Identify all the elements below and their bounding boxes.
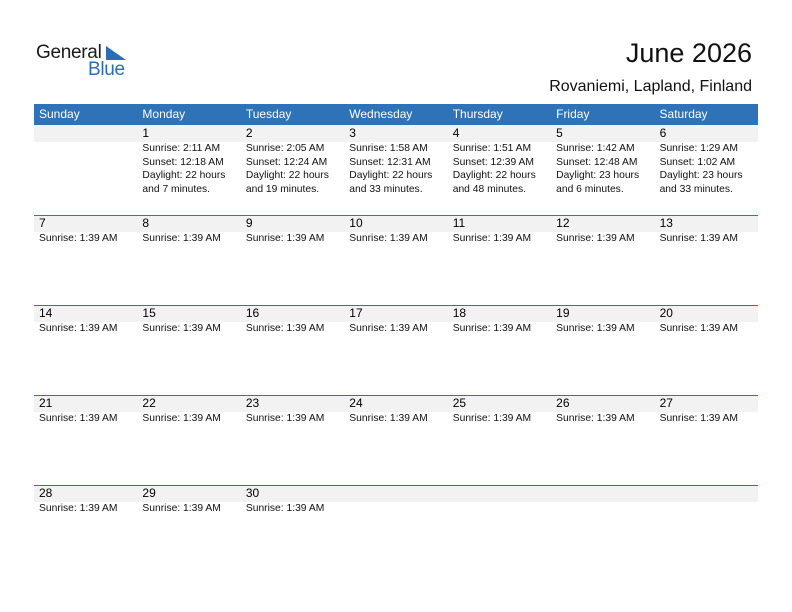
day-number: 24 bbox=[349, 396, 363, 410]
day-cell bbox=[137, 215, 240, 305]
day-cell bbox=[34, 395, 137, 485]
day-cell bbox=[448, 305, 551, 395]
day-cell bbox=[241, 395, 344, 485]
day-info-line: Sunrise: 1:39 AM bbox=[659, 413, 738, 424]
day-number: 19 bbox=[556, 306, 570, 320]
day-number: 12 bbox=[556, 216, 570, 230]
day-number bbox=[556, 485, 654, 502]
day-info-line: Sunrise: 1:39 AM bbox=[659, 323, 738, 334]
day-cell bbox=[241, 305, 344, 395]
day-info-line: Sunrise: 1:39 AM bbox=[349, 323, 428, 334]
day-cell bbox=[344, 125, 447, 215]
day-number: 3 bbox=[349, 126, 356, 140]
day-info-line: Sunrise: 1:39 AM bbox=[245, 503, 325, 514]
day-cell bbox=[655, 215, 758, 305]
logo-word-general: General bbox=[36, 42, 102, 63]
week-row bbox=[34, 125, 758, 215]
day-info-line: Daylight: 23 hours bbox=[659, 170, 743, 181]
day-number bbox=[660, 485, 758, 502]
day-number: 20 bbox=[659, 306, 673, 320]
day-cell bbox=[137, 305, 240, 395]
day-number: 27 bbox=[659, 396, 673, 410]
day-cell bbox=[655, 485, 758, 575]
day-info-line: Sunrise: 1:39 AM bbox=[452, 233, 532, 244]
day-cell bbox=[448, 125, 551, 215]
day-info-line: Sunrise: 1:29 AM bbox=[659, 143, 738, 154]
day-info-line: Daylight: 22 hours bbox=[452, 170, 536, 181]
day-info-line: Sunrise: 1:39 AM bbox=[556, 323, 635, 334]
day-number: 17 bbox=[349, 306, 363, 320]
day-number: 29 bbox=[142, 486, 156, 500]
day-info-line: and 7 minutes. bbox=[142, 183, 210, 195]
day-info-line: and 33 minutes. bbox=[659, 183, 733, 195]
day-info-line: Sunrise: 2:11 AM bbox=[142, 143, 221, 154]
day-info-line: Sunset: 12:39 AM bbox=[452, 156, 535, 168]
day-info-line: Daylight: 22 hours bbox=[142, 170, 226, 181]
day-info-line: Sunset: 12:48 AM bbox=[556, 156, 638, 168]
day-info-line: Sunrise: 1:51 AM bbox=[452, 143, 532, 154]
day-cell bbox=[551, 125, 654, 215]
day-info-line: Sunrise: 1:39 AM bbox=[556, 413, 635, 424]
day-cell bbox=[344, 215, 447, 305]
week-row bbox=[34, 395, 758, 485]
week-row bbox=[34, 215, 758, 305]
day-number: 10 bbox=[349, 216, 363, 230]
day-info-line: Sunrise: 1:39 AM bbox=[245, 233, 325, 244]
day-cell bbox=[34, 125, 137, 215]
day-info-line: and 6 minutes. bbox=[556, 183, 624, 195]
weeks-container bbox=[34, 125, 758, 575]
day-info-line: and 33 minutes. bbox=[349, 183, 423, 195]
day-info-line: Daylight: 23 hours bbox=[556, 170, 640, 181]
day-cell bbox=[344, 395, 447, 485]
day-info-line: Sunrise: 1:39 AM bbox=[142, 413, 221, 424]
day-info-line: Sunset: 1:02 AM bbox=[659, 156, 736, 168]
day-info-line: Sunset: 12:31 AM bbox=[349, 156, 431, 168]
day-info-line: Sunrise: 1:39 AM bbox=[349, 233, 428, 244]
weekday-header bbox=[34, 104, 758, 125]
day-cell bbox=[137, 395, 240, 485]
weekday-saturday: Saturday bbox=[659, 107, 708, 121]
day-number: 5 bbox=[556, 126, 563, 140]
weekday-tuesday: Tuesday bbox=[245, 107, 292, 121]
day-number bbox=[39, 125, 137, 142]
day-number: 23 bbox=[245, 396, 260, 410]
day-number: 11 bbox=[452, 216, 466, 230]
day-number: 30 bbox=[245, 486, 260, 500]
calendar-grid bbox=[34, 104, 758, 575]
day-number: 7 bbox=[39, 216, 46, 230]
day-cell bbox=[241, 485, 344, 575]
day-info-line: Sunset: 12:18 AM bbox=[142, 156, 224, 168]
day-cell bbox=[241, 215, 344, 305]
weekday-friday: Friday bbox=[556, 107, 590, 121]
day-cell bbox=[655, 305, 758, 395]
day-info-line: Sunrise: 1:39 AM bbox=[39, 323, 118, 334]
day-cell bbox=[241, 125, 344, 215]
day-number: 18 bbox=[452, 306, 467, 320]
page-title: June 2026 bbox=[625, 38, 752, 68]
day-number: 22 bbox=[142, 396, 156, 410]
day-cell bbox=[137, 125, 240, 215]
day-info-line: Sunrise: 1:39 AM bbox=[349, 413, 428, 424]
day-info-line: Sunrise: 1:39 AM bbox=[245, 413, 325, 424]
generalblue-logo bbox=[36, 42, 136, 82]
day-info-line: Sunrise: 1:58 AM bbox=[349, 143, 428, 154]
day-info-line: Sunrise: 1:39 AM bbox=[39, 413, 118, 424]
day-info-line: Daylight: 22 hours bbox=[349, 170, 433, 181]
day-cell bbox=[34, 305, 137, 395]
day-number: 8 bbox=[142, 216, 150, 230]
day-info-line: and 48 minutes. bbox=[452, 183, 526, 195]
day-info-line: Sunrise: 1:39 AM bbox=[142, 233, 221, 244]
day-info-line: Sunset: 12:24 AM bbox=[245, 156, 328, 168]
day-cell bbox=[551, 395, 654, 485]
day-cell bbox=[551, 485, 654, 575]
day-cell bbox=[448, 395, 551, 485]
day-number: 15 bbox=[142, 306, 156, 320]
day-info-line: Sunrise: 1:42 AM bbox=[556, 143, 635, 154]
day-cell bbox=[448, 215, 551, 305]
day-cell bbox=[137, 485, 240, 575]
day-info-line: Sunrise: 2:05 AM bbox=[245, 143, 325, 154]
day-info-line: Sunrise: 1:39 AM bbox=[556, 233, 635, 244]
day-number bbox=[349, 485, 447, 502]
weekday-wednesday: Wednesday bbox=[349, 107, 413, 121]
day-number: 25 bbox=[452, 396, 467, 410]
day-info-line: Sunrise: 1:39 AM bbox=[245, 323, 325, 334]
day-number: 9 bbox=[245, 216, 253, 230]
day-number: 6 bbox=[659, 126, 667, 140]
day-info-line: Sunrise: 1:39 AM bbox=[659, 233, 738, 244]
day-number: 26 bbox=[556, 396, 570, 410]
day-info-line: Sunrise: 1:39 AM bbox=[142, 503, 221, 514]
location-label: Rovaniemi, Lapland, Finland bbox=[549, 78, 752, 95]
day-number: 14 bbox=[39, 306, 53, 320]
day-number: 4 bbox=[452, 126, 460, 140]
logo-word-blue: Blue bbox=[88, 59, 125, 80]
week-row bbox=[34, 305, 758, 395]
day-info-line: Sunrise: 1:39 AM bbox=[142, 323, 221, 334]
weekday-sunday: Sunday bbox=[39, 107, 80, 121]
week-row bbox=[34, 485, 758, 575]
day-info-line: and 19 minutes. bbox=[245, 183, 320, 195]
day-cell bbox=[655, 395, 758, 485]
day-cell bbox=[551, 215, 654, 305]
day-number: 28 bbox=[39, 486, 53, 500]
day-info-line: Sunrise: 1:39 AM bbox=[452, 413, 532, 424]
day-info-line: Daylight: 22 hours bbox=[245, 170, 329, 181]
day-info-line: Sunrise: 1:39 AM bbox=[452, 323, 532, 334]
day-number: 13 bbox=[659, 216, 673, 230]
day-number: 16 bbox=[245, 306, 260, 320]
day-cell bbox=[344, 305, 447, 395]
day-number: 1 bbox=[142, 126, 150, 140]
weekday-thursday: Thursday bbox=[452, 107, 503, 121]
day-cell bbox=[34, 485, 137, 575]
day-info-line: Sunrise: 1:39 AM bbox=[39, 233, 118, 244]
day-cell bbox=[344, 485, 447, 575]
day-number: 2 bbox=[245, 126, 253, 140]
day-number: 21 bbox=[39, 396, 53, 410]
day-info-line: Sunrise: 1:39 AM bbox=[39, 503, 118, 514]
weekday-monday: Monday bbox=[142, 107, 186, 121]
day-cell bbox=[34, 215, 137, 305]
day-cell bbox=[448, 485, 551, 575]
day-number bbox=[453, 485, 551, 502]
day-cell bbox=[551, 305, 654, 395]
day-cell bbox=[655, 125, 758, 215]
